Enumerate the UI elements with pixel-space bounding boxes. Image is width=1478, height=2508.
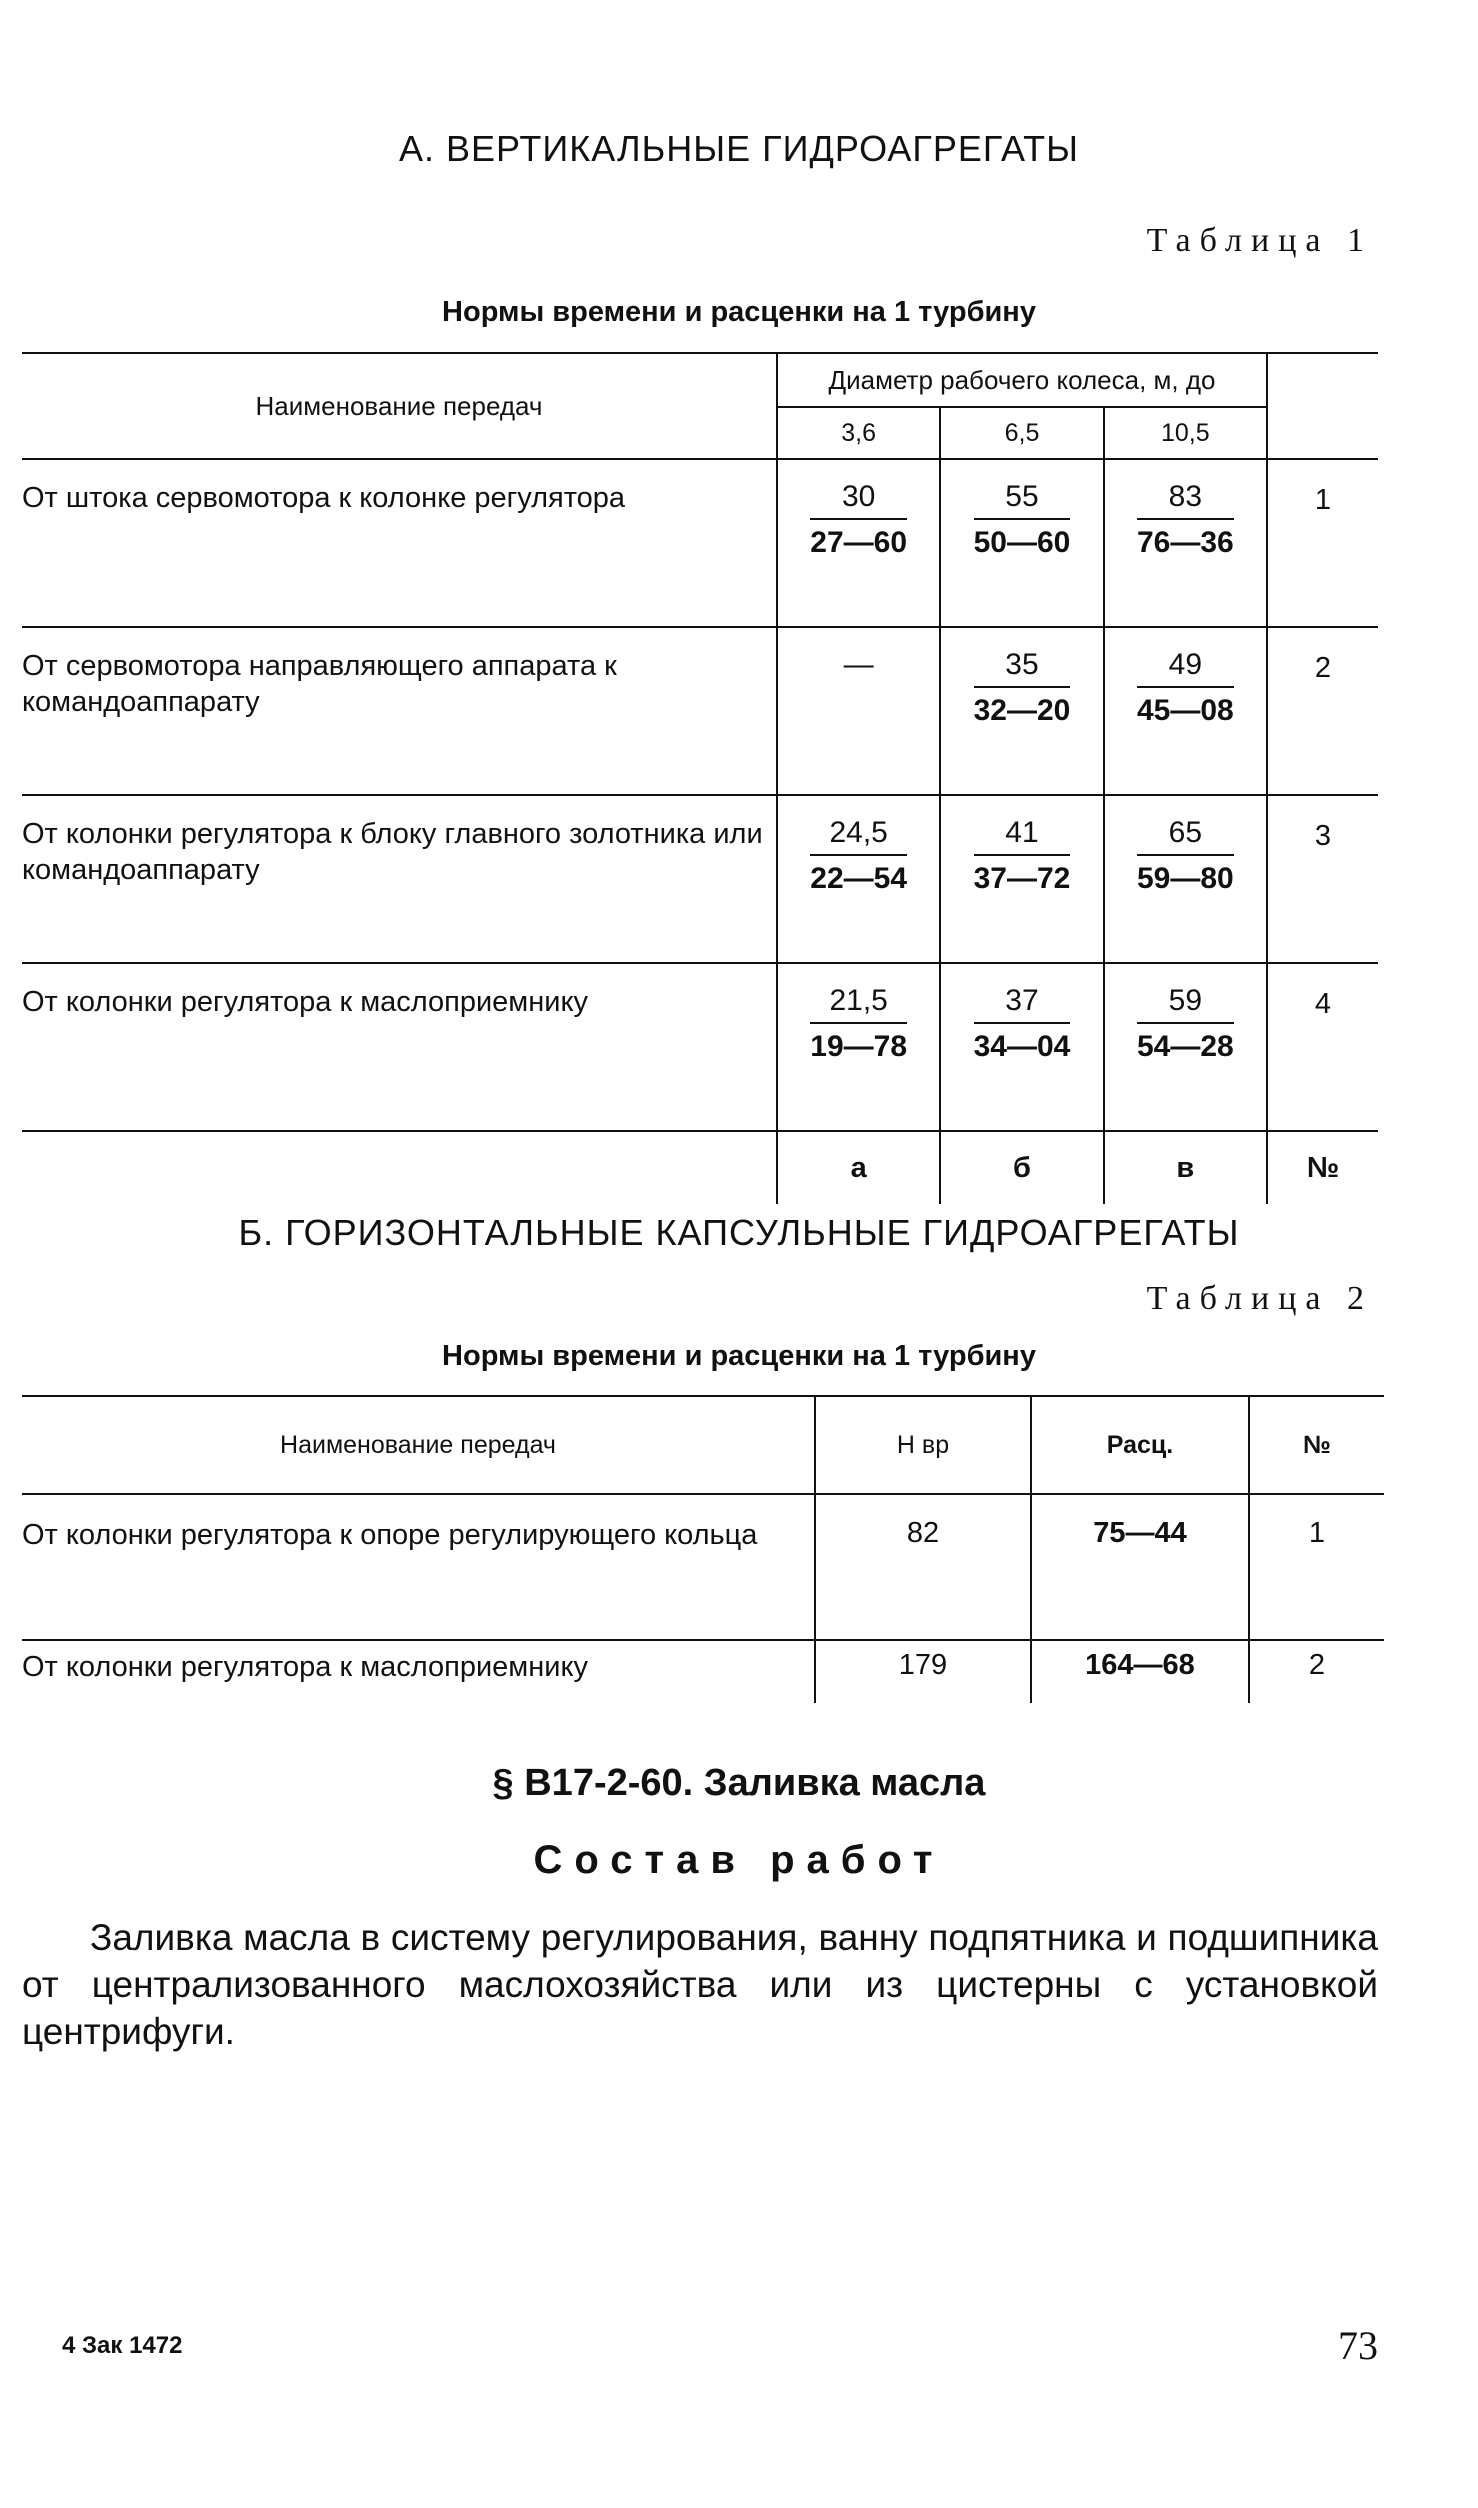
t1-header-sub-1: 3,6	[777, 407, 940, 459]
t1-cell: $\frac{49}{45—08}$	[1104, 627, 1267, 795]
t2-header-hvr: Н вр	[815, 1396, 1031, 1494]
t1-cell: —	[777, 627, 940, 795]
t1-row-number: 1	[1267, 459, 1378, 627]
t1-footer-row	[22, 1131, 1378, 1204]
t1-row-name: От колонки регулятора к блоку главного золотника или командоаппарату	[22, 795, 777, 963]
page-number: 73	[1338, 2323, 1378, 2368]
t1-cell: $\frac{65}{59—80}$	[1104, 795, 1267, 963]
t1-row-name: От сервомотора направляющего аппарата к командоаппарату	[22, 627, 777, 795]
table-2-caption: Нормы времени и расценки на 1 турбину	[442, 1340, 1036, 1372]
footer-note: 4 Зак 1472	[62, 2332, 183, 2359]
section-b-title: Б. ГОРИЗОНТАЛЬНЫЕ КАПСУЛЬНЫЕ ГИДРОАГРЕГАТЫ	[238, 1212, 1240, 1253]
table-row	[22, 963, 1378, 1131]
t1-cell: $\frac{83}{76—36}$	[1104, 459, 1267, 627]
t2-row-hvr: 179	[815, 1640, 1031, 1703]
t1-row-name: От колонки регулятора к маслоприемнику	[22, 963, 777, 1131]
table-2	[22, 1395, 1384, 1703]
t1-row-number: 4	[1267, 963, 1378, 1131]
t1-cell: $\frac{24,5}{22—54}$	[777, 795, 940, 963]
t1-header-name: Наименование передач	[22, 353, 777, 459]
t1-cell: $\frac{37}{34—04}$	[940, 963, 1103, 1131]
table-row	[22, 1494, 1384, 1640]
t1-footer-c: в	[1104, 1131, 1267, 1204]
t2-row-number: 1	[1249, 1494, 1384, 1640]
paragraph-title: § В17-2-60. Заливка масла	[492, 1762, 986, 1804]
section-a-title: А. ВЕРТИКАЛЬНЫЕ ГИДРОАГРЕГАТЫ	[398, 128, 1080, 169]
t1-footer-b: б	[940, 1131, 1103, 1204]
table-row	[22, 1640, 1384, 1703]
t1-cell: $\frac{41}{37—72}$	[940, 795, 1103, 963]
t2-header-name: Наименование передач	[22, 1396, 815, 1494]
t2-row-name: От колонки регулятора к опоре регулирующего кольца	[22, 1494, 815, 1640]
table-1-caption: Нормы времени и расценки на 1 турбину	[442, 296, 1036, 328]
t1-footer-a: а	[777, 1131, 940, 1204]
t1-cell: $\frac{59}{54—28}$	[1104, 963, 1267, 1131]
t1-header-sub-3: 10,5	[1104, 407, 1267, 459]
t1-row-number: 2	[1267, 627, 1378, 795]
t1-header-diameter: Диаметр рабочего колеса, м, до	[777, 353, 1267, 407]
table-1	[22, 352, 1378, 1204]
t1-row-number: 3	[1267, 795, 1378, 963]
t2-header-rasc: Расц.	[1031, 1396, 1249, 1494]
work-composition-title: Состав работ	[533, 1838, 945, 1882]
table-row	[22, 459, 1378, 627]
t1-footer-no: №	[1306, 1151, 1340, 1184]
t1-cell: $\frac{55}{50—60}$	[940, 459, 1103, 627]
t1-cell: $\frac{21,5}{19—78}$	[777, 963, 940, 1131]
t1-cell: $\frac{30}{27—60}$	[777, 459, 940, 627]
t2-row-rasc: 75—44	[1031, 1494, 1249, 1640]
t1-cell: $\frac{35}{32—20}$	[940, 627, 1103, 795]
t2-row-name: От колонки регулятора к маслоприемнику	[22, 1651, 588, 1683]
t1-header-sub-2: 6,5	[940, 407, 1103, 459]
t2-row-rasc: 164—68	[1031, 1640, 1249, 1703]
table-1-label: Таблица 1	[1146, 222, 1373, 259]
paragraph-text: Заливка масла в систему регулирования, ванну подпятника и подшипника от централизованного маслохозяйства или из цистерны с установкой центрифуги.	[22, 1917, 1378, 2052]
t2-header-no: №	[1249, 1396, 1384, 1494]
t2-row-number: 2	[1249, 1640, 1384, 1703]
table-row	[22, 795, 1378, 963]
table-2-label: Таблица 2	[1146, 1280, 1373, 1317]
table-row	[22, 627, 1378, 795]
t1-row-name: От штока сервомотора к колонке регулятора	[22, 459, 777, 627]
t2-row-hvr: 82	[815, 1494, 1031, 1640]
